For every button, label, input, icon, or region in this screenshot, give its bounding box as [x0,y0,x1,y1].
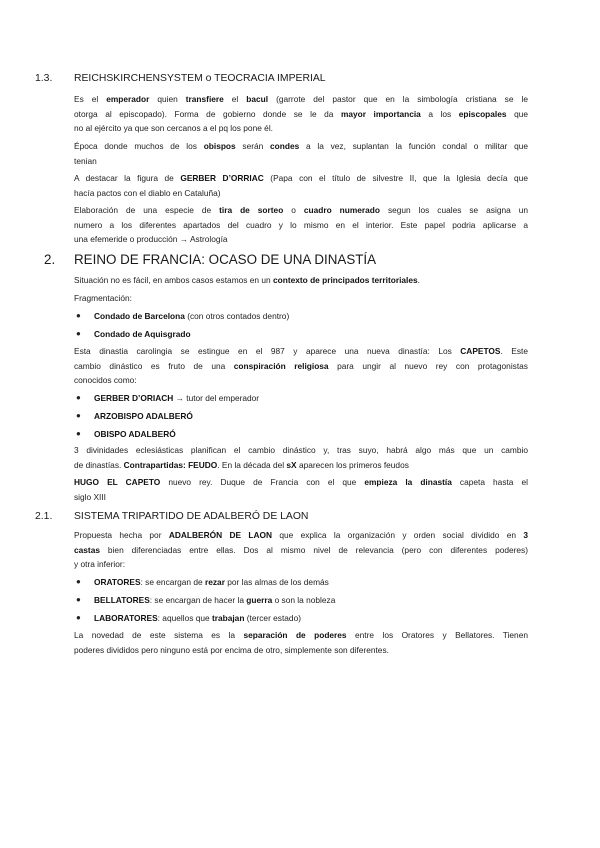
list-item: ● BELLATORES: se encargan de hacer la guerra o son la nobleza [76,595,336,605]
section-number: 2.1. [35,511,53,522]
castas-list [74,575,528,629]
list-item: ● Condado de Aquisgrado [76,329,191,339]
protagonists-list [74,391,528,445]
list-item: ● Condado de Barcelona (con otros contados dentro) [76,311,290,321]
bullet-icon: ● [76,595,81,604]
paragraph-adalberon: Propuesta hecha por ADALBERÓN DE LAON que explica la organización y orden social dividido en 3 castas bien diferenciadas entre ellas. Dos al mismo nivel de relevancia (pero con diferentes poderes) y otra inferior: [74,530,528,569]
bullet-icon: ● [76,393,81,402]
bullet-icon: ● [76,411,81,420]
bullet-icon: ● [76,329,81,338]
section-title: REICHSKIRCHENSYSTEM o TEOCRACIA IMPERIAL [74,73,326,84]
paragraph-situacion: Situación no es fácil, en ambos casos estamos en un contexto de principados territoriales. [74,275,420,285]
bullet-icon: ● [76,613,81,622]
section-number: 2. [44,252,56,267]
list-item: ● GERBER D’ORIACH → tutor del emperador [76,393,260,403]
paragraph-novedad: La novedad de este sistema es la separación de poderes entre los Oratores y Bellatores. Tienen poderes divididos pero ninguno está por encima de otro, simplemente son diferentes. [74,630,528,655]
bullet-icon: ● [76,311,81,320]
paragraph-fragmentacion: Fragmentación: [74,293,132,303]
section-title: REINO DE FRANCIA: OCASO DE UNA DINASTÍA [74,252,377,267]
paragraph-tira-sorteo: Elaboración de una especie de tira de sorteo o cuadro numerado segun los cuales se asigna un numero a los diferentes apartados del cuadro y lo mismo en el interior. Este papel podria aplicarse a una efemeride o producción → Astrología [74,205,528,244]
list-item: ● ORATORES: se encargan de rezar por las almas de los demás [76,577,329,587]
fragmentation-list [74,309,528,345]
list-item: ● ARZOBISPO ADALBERÓ [76,411,193,421]
list-item: ● LABORATORES: aquellos que trabajan (tercer estado) [76,613,301,623]
section-title: SISTEMA TRIPARTIDO DE ADALBERÓ DE LAON [74,511,309,522]
list-item: ● OBISPO ADALBERÓ [76,429,176,439]
paragraph-capetos: Esta dinastia carolingia se estingue en el 987 y aparece una nueva dinastía: Los CAPETOS. Este cambio dinástico es fruto de una conspiración religiosa para ungir al nuevo rey con protagonistas conocidos como: [74,346,528,385]
paragraph-emperador: Es el emperador quien transfiere el bacul (garrote del pastor que en la simbología cristiana se le otorga al episcopado). Forma de gobierno donde se le da mayor importancia a los episcopales que no al ejército ya que son cercanos a el pq los pone él. [74,94,528,133]
paragraph-obispos: Época donde muchos de los obispos serán condes a la vez, suplantan la función condal o militar que tenian [74,141,528,166]
section-number: 1.3. [35,73,53,84]
paragraph-hugo-capeto: HUGO EL CAPETO nuevo rey. Duque de Francia con el que empieza la dinastía capeta hasta el siglo XIII [74,477,528,502]
paragraph-divinidades: 3 divinidades eclesiásticas planifican el cambio dinástico y, tras suyo, habrá algo más que un cambio de dinastías. Contrapartidas: FEUDO. En la década del sX aparecen los primeros feudos [74,445,528,470]
bullet-icon: ● [76,577,81,586]
bullet-icon: ● [76,429,81,438]
paragraph-gerber: A destacar la figura de GERBER D’ORRIAC (Papa con el título de silvestre II, que la Iglesia decía que hacía pactos con el diablo en Cataluña) [74,173,528,198]
